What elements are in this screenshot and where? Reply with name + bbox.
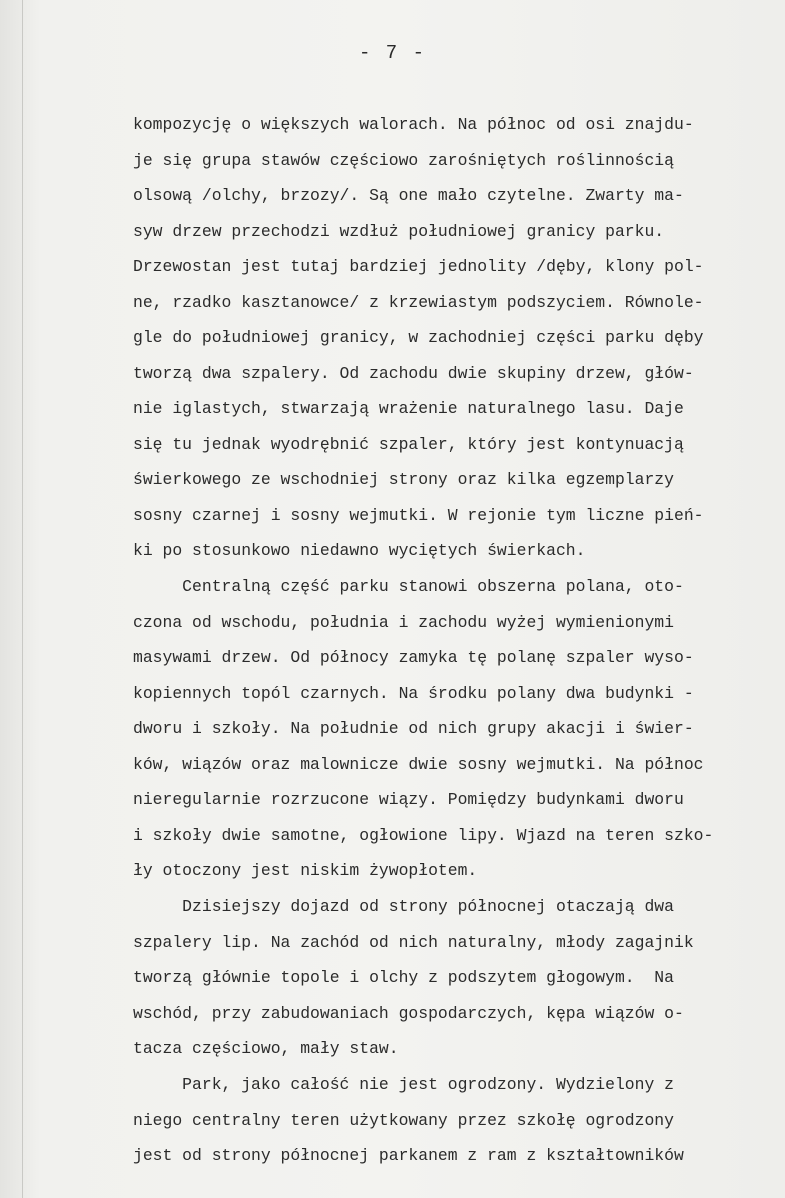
text-line: się tu jednak wyodrębnić szpaler, który jest kontynuacją	[133, 434, 684, 454]
text-line: masywami drzew. Od północy zamyka tę polanę szpaler wyso-	[133, 648, 694, 667]
text-line: Drzewostan jest tutaj bardziej jednolity /dęby, klony pol-	[133, 257, 704, 276]
text-line: czona od wschodu, południa i zachodu wyżej wymienionymi	[133, 612, 674, 632]
text-line: je się grupa stawów częściowo zarośniętych roślinnością	[133, 150, 674, 170]
text-line: jest od strony północnej parkanem z ram z kształtowników	[133, 1146, 684, 1165]
text-line: syw drzew przechodzi wzdłuż południowej granicy parku.	[133, 221, 665, 241]
page-edge-shadow	[22, 0, 23, 1198]
text-line: kompozycję o większych walorach. Na północ od osi znajdu-	[133, 115, 694, 134]
text-line: ne, rzadko kasztanowce/ z krzewiastym podszyciem. Równole-	[133, 292, 704, 312]
text-line: tacza częściowo, mały staw.	[133, 1039, 399, 1058]
text-line: niego centralny teren użytkowany przez szkołę ogrodzony	[133, 1110, 674, 1130]
text-line: szpalery lip. Na zachód od nich naturalny, młody zagajnik	[133, 932, 694, 952]
text-line: dworu i szkoły. Na południe od nich grupy akacji i świer-	[133, 719, 694, 738]
text-line: gle do południowej granicy, w zachodniej części parku dęby	[133, 328, 704, 347]
body-text	[133, 113, 773, 1180]
text-line: sosny czarnej i sosny wejmutki. W rejonie tym liczne pień-	[133, 505, 704, 525]
text-line: ły otoczony jest niskim żywopłotem.	[133, 861, 478, 880]
text-line: nieregularnie rozrzucone wiązy. Pomiędzy budynkami dworu	[133, 790, 684, 809]
text-line: wschód, przy zabudowaniach gospodarczych, kępa wiązów o-	[133, 1003, 684, 1023]
text-line: tworzą dwa szpalery. Od zachodu dwie skupiny drzew, głów-	[133, 363, 694, 383]
text-line: Park, jako całość nie jest ogrodzony. Wydzielony z	[133, 1074, 674, 1094]
text-line: Dzisiejszy dojazd od strony północnej otaczają dwa	[133, 896, 674, 916]
text-line: olsową /olchy, brzozy/. Są one mało czytelne. Zwarty ma-	[133, 186, 684, 205]
text-line: Centralną część parku stanowi obszerna polana, oto-	[133, 576, 684, 596]
page-number: - 7 -	[358, 42, 426, 64]
text-line: kopiennych topól czarnych. Na środku polany dwa budynki -	[133, 683, 694, 703]
text-line: świerkowego ze wschodniej strony oraz kilka egzemplarzy	[133, 470, 674, 489]
text-line: ki po stosunkowo niedawno wyciętych świerkach.	[133, 541, 586, 560]
text-line: ków, wiązów oraz malownicze dwie sosny wejmutki. Na północ	[133, 754, 704, 774]
text-line: nie iglastych, stwarzają wrażenie naturalnego lasu. Daje	[133, 399, 684, 418]
text-line: tworzą głównie topole i olchy z podszytem głogowym. Na	[133, 968, 674, 987]
text-line: i szkoły dwie samotne, ogłowione lipy. Wjazd na teren szko-	[133, 825, 714, 845]
